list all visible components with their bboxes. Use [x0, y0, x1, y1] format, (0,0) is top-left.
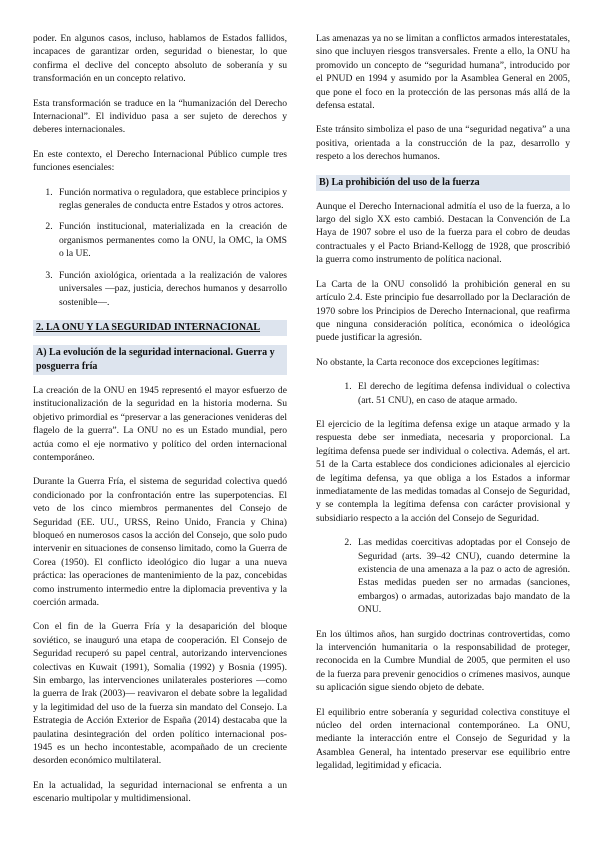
paragraph: Durante la Guerra Fría, el sistema de seguridad colectiva quedó condicionado por la confrontación entre las superpotencias. El veto de los cinco miembros permanentes del Consejo de Seguridad (EE. UU., URSS, Reino Unido, Francia y China) bloqueó en numerosos casos la acción del Consejo, que solo pudo intervenir en situaciones de consenso limitado, como la Guerra de Corea (1950). El conflicto ideológico dio lugar a una nueva práctica: las operaciones de mantenimiento de la paz, concebidas como instrumento intermedio entre la diplomacia preventiva y la coerción armada.: [33, 476, 287, 608]
left-column: [33, 32, 287, 817]
subheading-b: B) La prohibición del uso de la fuerza: [316, 175, 570, 191]
list-item: 2. Función institucional, materializada en la creación de organismos permanentes como la ONU, la OMC, la OMS o la UE.: [55, 220, 287, 260]
section-heading: 2. LA ONU Y LA SEGURIDAD INTERNACIONAL: [33, 320, 287, 336]
paragraph: Aunque el Derecho Internacional admitía el uso de la fuerza, a lo largo del siglo XX esto cambió. Destacan la Convención de La Haya de 1907 sobre el uso de la fuerza para el cobro de deudas contractuales y el Pacto Briand-Kellogg de 1928, que proscribió la guerra como instrumento de política nacional.: [316, 200, 570, 266]
paragraph: En este contexto, el Derecho Internacional Público cumple tres funciones esenciales:: [33, 148, 287, 174]
subheading-a: A) La evolución de la seguridad internacional. Guerra y posguerra fría: [33, 345, 287, 375]
list-item: 2. Las medidas coercitivas adoptadas por el Consejo de Seguridad (arts. 39–42 CNU), cuando determine la existencia de una amenaza a la paz o acto de agresión. Estas medidas pueden ser no armadas (sanciones, embargos) o armadas, autorizadas bajo mandato de la ONU.: [354, 536, 570, 616]
paragraph: El ejercicio de la legítima defensa exige un ataque armado y la respuesta debe ser inmediata, necesaria y proporcional. La legítima defensa puede ser individual o colectiva. Además, el art. 51 de la Carta establece dos condiciones adicionales al ejercicio de legítima defensa, ya que obliga a los Estados a informar inmediatamente de las medidas tomadas al Consejo de Seguridad, y se contempla la legítima defensa con carácter provisional y subsidiario respecto a la acción del Consejo de Seguridad.: [316, 418, 570, 524]
paragraph: En la actualidad, la seguridad internacional se enfrenta a un escenario multipolar y multidimensional.: [33, 779, 287, 805]
paragraph: La Carta de la ONU consolidó la prohibición general en su artículo 2.4. Este principio fue desarrollado por la Declaración de 1970 sobre los Principios de Derecho Internacional, que reafirma que ninguna consideración política, económica o ideológica puede justificar la agresión.: [316, 278, 570, 344]
paragraph: Este tránsito simboliza el paso de una “seguridad negativa” a una positiva, orientada a la construcción de la paz, desarrollo y respeto a los derechos humanos.: [316, 124, 570, 163]
paragraph: Con el fin de la Guerra Fría y la desaparición del bloque soviético, se inauguró una etapa de cooperación. El Consejo de Seguridad recuperó su papel central, autorizando intervenciones colectivas en Kuwait (1991), Somalia (1992) y Bosnia (1995). Sin embargo, las intervenciones unilaterales posteriores —como la guerra de Irak (2003)— reavivaron el debate sobre la legalidad y la legitimidad del uso de la fuerza sin mandato del Consejo. La Estrategia de Acción Exterior de España (2014) destacaba que la paulatina desintegración del orden político internacional pos-1945 es un hecho incontestable, acompañado de un creciente desorden económico multilateral.: [33, 621, 287, 767]
right-column: [316, 32, 570, 784]
list-item: 1. Función normativa o reguladora, que establece principios y reglas generales de conducta entre Estados y otros actores.: [55, 186, 287, 213]
paragraph: Las amenazas ya no se limitan a conflictos armados interestatales, sino que incluyen riesgos transversales. Frente a ello, la ONU ha promovido un concepto de “seguridad humana”, introducido por el PNUD en 1994 y asumido por la Asamblea General en 2005, que pone el foco en la protección de las personas más allá de la defensa estatal.: [316, 33, 570, 112]
exceptions-list: [316, 380, 570, 407]
paragraph: poder. En algunos casos, incluso, hablamos de Estados fallidos, incapaces de garantizar orden, seguridad o bienestar, lo que confirma el declive del concepto absoluto de soberanía y su transformación en un concepto relativo.: [33, 33, 287, 85]
paragraph: Esta transformación se traduce en la “humanización del Derecho Internacional”. El individuo pasa a ser sujeto de derechos y deberes internacionales.: [33, 97, 287, 136]
functions-list: [33, 186, 287, 309]
paragraph: El equilibrio entre soberanía y seguridad colectiva constituye el núcleo del orden internacional contemporáneo. La ONU, mediante la interacción entre el Consejo de Seguridad y la Asamblea General, ha intentado preservar ese equilibrio entre legalidad, legitimidad y eficacia.: [316, 706, 570, 772]
list-item: 1. El derecho de legítima defensa individual o colectiva (art. 51 CNU), en caso de ataque armado.: [354, 380, 570, 407]
paragraph: En los últimos años, han surgido doctrinas controvertidas, como la intervención humanitaria o la responsabilidad de proteger, reconocida en la Cumbre Mundial de 2005, que permiten el uso de la fuerza para prevenir genocidios o crímenes masivos, aunque su aplicación sigue siendo objeto de debate.: [316, 628, 570, 694]
list-item: 3. Función axiológica, orientada a la realización de valores universales —paz, justicia, derechos humanos y desarrollo sostenible—.: [55, 269, 287, 309]
paragraph: No obstante, la Carta reconoce dos excepciones legítimas:: [316, 356, 540, 368]
exceptions-list-continued: [316, 536, 570, 616]
paragraph: La creación de la ONU en 1945 representó el mayor esfuerzo de institucionalización de la seguridad en la historia moderna. Su objetivo primordial es “preservar a las generaciones venideras del flagelo de la guerra”. La ONU no es un Estado mundial, pero actúa como el eje normativo y político del orden internacional contemporáneo.: [33, 384, 287, 463]
